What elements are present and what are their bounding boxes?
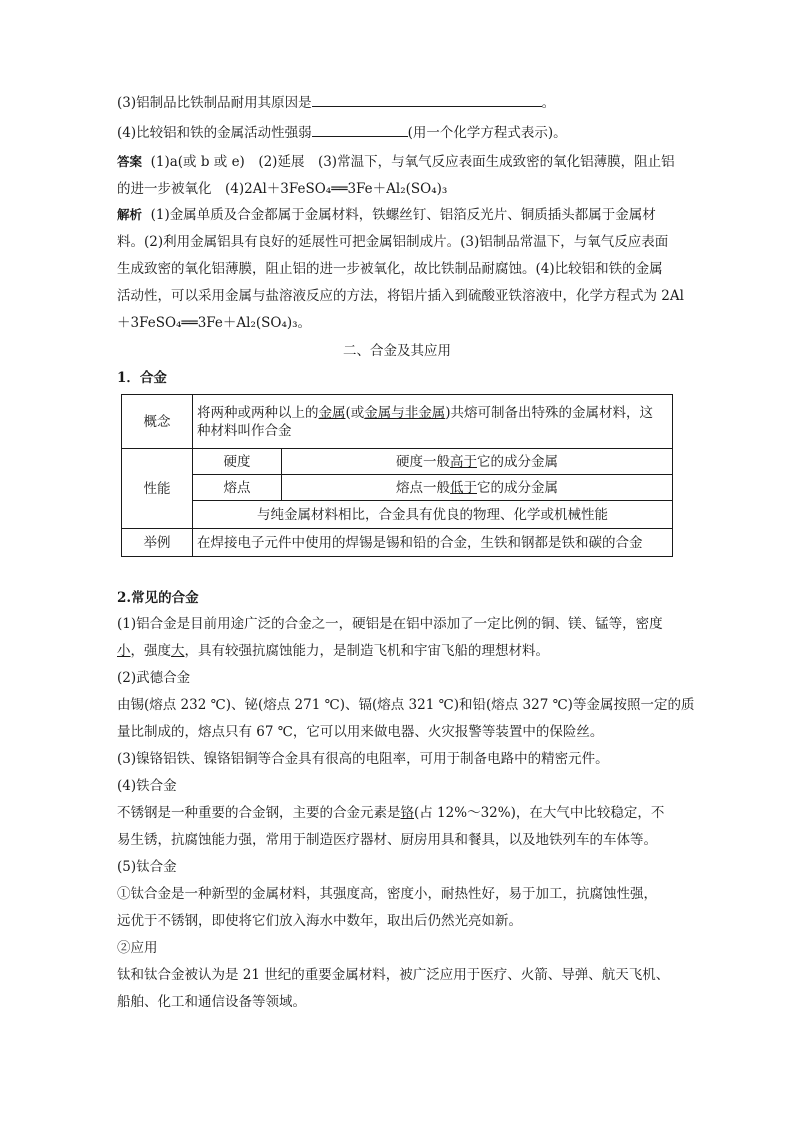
hardness-label: 硬度 (193, 449, 282, 475)
p2-title: (2)武德合金 (117, 670, 191, 686)
answer-text: (1)a(或 b 或 e) (2)延展 (3)常温下，与氧气反应表面生成致密的氧化铝薄膜，阻止铝 (150, 154, 675, 170)
hardness-cell (282, 449, 673, 475)
question-3-end: 。 (541, 95, 556, 111)
subsection-2-title: 2.常见的合金 (117, 590, 199, 606)
melting-underline: 低于 (450, 479, 477, 496)
p1-text: ，强度 (130, 643, 171, 659)
p1-line-2 (117, 642, 549, 660)
p5-line-3: 钛和钛合金被认为是 21 世纪的重要金属材料，被广泛应用于医疗、火箭、导弹、航天飞机、 (117, 967, 670, 983)
p1-text: ，具有较强抗腐蚀能力，是制造飞机和宇宙飞船的理想材料。 (184, 643, 549, 659)
concept-text: 种材料叫作合金 (197, 422, 292, 439)
answer-line-2: 的进一步被氧化 (4)2Al＋3FeSO₄══3Fe＋Al₂(SO₄)₃ (117, 181, 448, 197)
example-label: 举例 (122, 529, 193, 557)
p5-title: (5)钛合金 (117, 859, 177, 875)
p4-line-1 (117, 804, 664, 822)
concept-underline: 金属 (318, 404, 346, 421)
p2-line-2: 量比制成的，熔点只有 67 ℃，它可以用来做电器、火灾报警等装置中的保险丝。 (117, 724, 604, 740)
analysis-line-2: 料。(2)利用金属铝具有良好的延展性可把金属铝制成片。(3)铝制品常温下，与氧气反应表面 (117, 234, 669, 250)
p3-line-1: (3)镍铬铝铁、镍铬铝铜等合金具有很高的电阻率，可用于制备电路中的精密元件。 (117, 751, 609, 767)
alloy-table (121, 394, 673, 557)
p5-line-2: 远优于不锈钢，即使将它们放入海水中数年，取出后仍然光亮如新。 (117, 913, 522, 929)
answer-line-1 (117, 153, 675, 171)
p5-app-title: ②应用 (117, 940, 158, 956)
concept-text: (或 (345, 404, 365, 421)
p4-underline: 铬 (400, 805, 414, 821)
p2-line-1: 由锡(熔点 232 ℃)、铋(熔点 271 ℃)、镉(熔点 321 ℃)和铅(熔点 327 ℃)等金属按照一定的质 (117, 697, 695, 713)
table-row (122, 529, 673, 557)
concept-text: )共熔可制备出特殊的金属材料，这 (445, 404, 654, 421)
question-4-suffix: (用一个化学方程式表示)。 (407, 125, 567, 141)
p5-line-1: ①钛合金是一种新型的金属材料，其强度高，密度小，耐热性好，易于加工，抗腐蚀性强， (117, 886, 657, 902)
concept-cell (193, 395, 673, 449)
analysis-label: 解析 (117, 207, 143, 222)
hardness-text: 它的成分金属 (477, 453, 558, 470)
p1-underline: 小 (117, 643, 131, 659)
answer-blank[interactable] (312, 94, 542, 107)
analysis-line-4: 活动性，可以采用金属与盐溶液反应的方法，将铝片插入到硫酸亚铁溶液中，化学方程式为 2Al (117, 288, 684, 304)
answer-blank[interactable] (312, 124, 408, 137)
melting-text: 它的成分金属 (477, 479, 558, 496)
hardness-text: 硬度一般 (396, 453, 450, 470)
concept-text: 将两种或两种以上的 (197, 404, 319, 421)
analysis-line-5: ＋3FeSO₄══3Fe＋Al₂(SO₄)₃。 (117, 315, 312, 331)
p4-text: 不锈钢是一种重要的合金钢，主要的合金元素是 (117, 805, 401, 821)
melting-cell (282, 475, 673, 501)
concept-label: 概念 (122, 395, 193, 449)
question-4 (117, 124, 567, 142)
p4-title: (4)铁合金 (117, 778, 177, 794)
example-text: 在焊接电子元件中使用的焊锡是锡和铅的合金，生铁和钢都是铁和碳的合金 (197, 534, 643, 551)
subsection-1-title: 1．合金 (117, 370, 167, 386)
example-cell (193, 529, 673, 557)
p1-underline: 大 (171, 643, 185, 659)
property-note: 与纯金属材料相比，合金具有优良的物理、化学或机械性能 (193, 501, 673, 529)
table-row (122, 449, 673, 475)
concept-underline: 金属与非金属 (364, 404, 446, 421)
answer-label: 答案 (117, 154, 143, 169)
p1-line-1: (1)铝合金是目前用途广泛的合金之一，硬铝是在铝中添加了一定比例的铜、镁、锰等，密度 (117, 616, 663, 632)
p4-line-2: 易生锈，抗腐蚀能力强，常用于制造医疗器材、厨房用具和餐具，以及地铁列车的车体等。 (117, 832, 657, 848)
section-title: 二、合金及其应用 (343, 343, 451, 359)
melting-text: 熔点一般 (396, 479, 450, 496)
property-label: 性能 (122, 449, 193, 529)
table-row (122, 475, 673, 501)
question-4-text: (4)比较铝和铁的金属活动性强弱 (117, 125, 312, 141)
melting-label: 熔点 (193, 475, 282, 501)
question-3 (117, 94, 555, 112)
analysis-text: (1)金属单质及合金都属于金属材料，铁螺丝钉、铝箔反光片、铜质插头都属于金属材 (150, 207, 656, 223)
p4-text: (占 12%～32%)，在大气中比较稳定，不 (414, 805, 665, 821)
analysis-line-3: 生成致密的氧化铝薄膜，阻止铝的进一步被氧化，故比铁制品耐腐蚀。(4)比较铝和铁的金属 (117, 261, 663, 277)
question-3-text: (3)铝制品比铁制品耐用其原因是 (117, 95, 312, 111)
p5-line-4: 船舶、化工和通信设备等领域。 (117, 994, 306, 1010)
analysis-line-1 (117, 206, 656, 224)
table-row (122, 395, 673, 449)
table-row (122, 501, 673, 529)
hardness-underline: 高于 (450, 453, 477, 470)
